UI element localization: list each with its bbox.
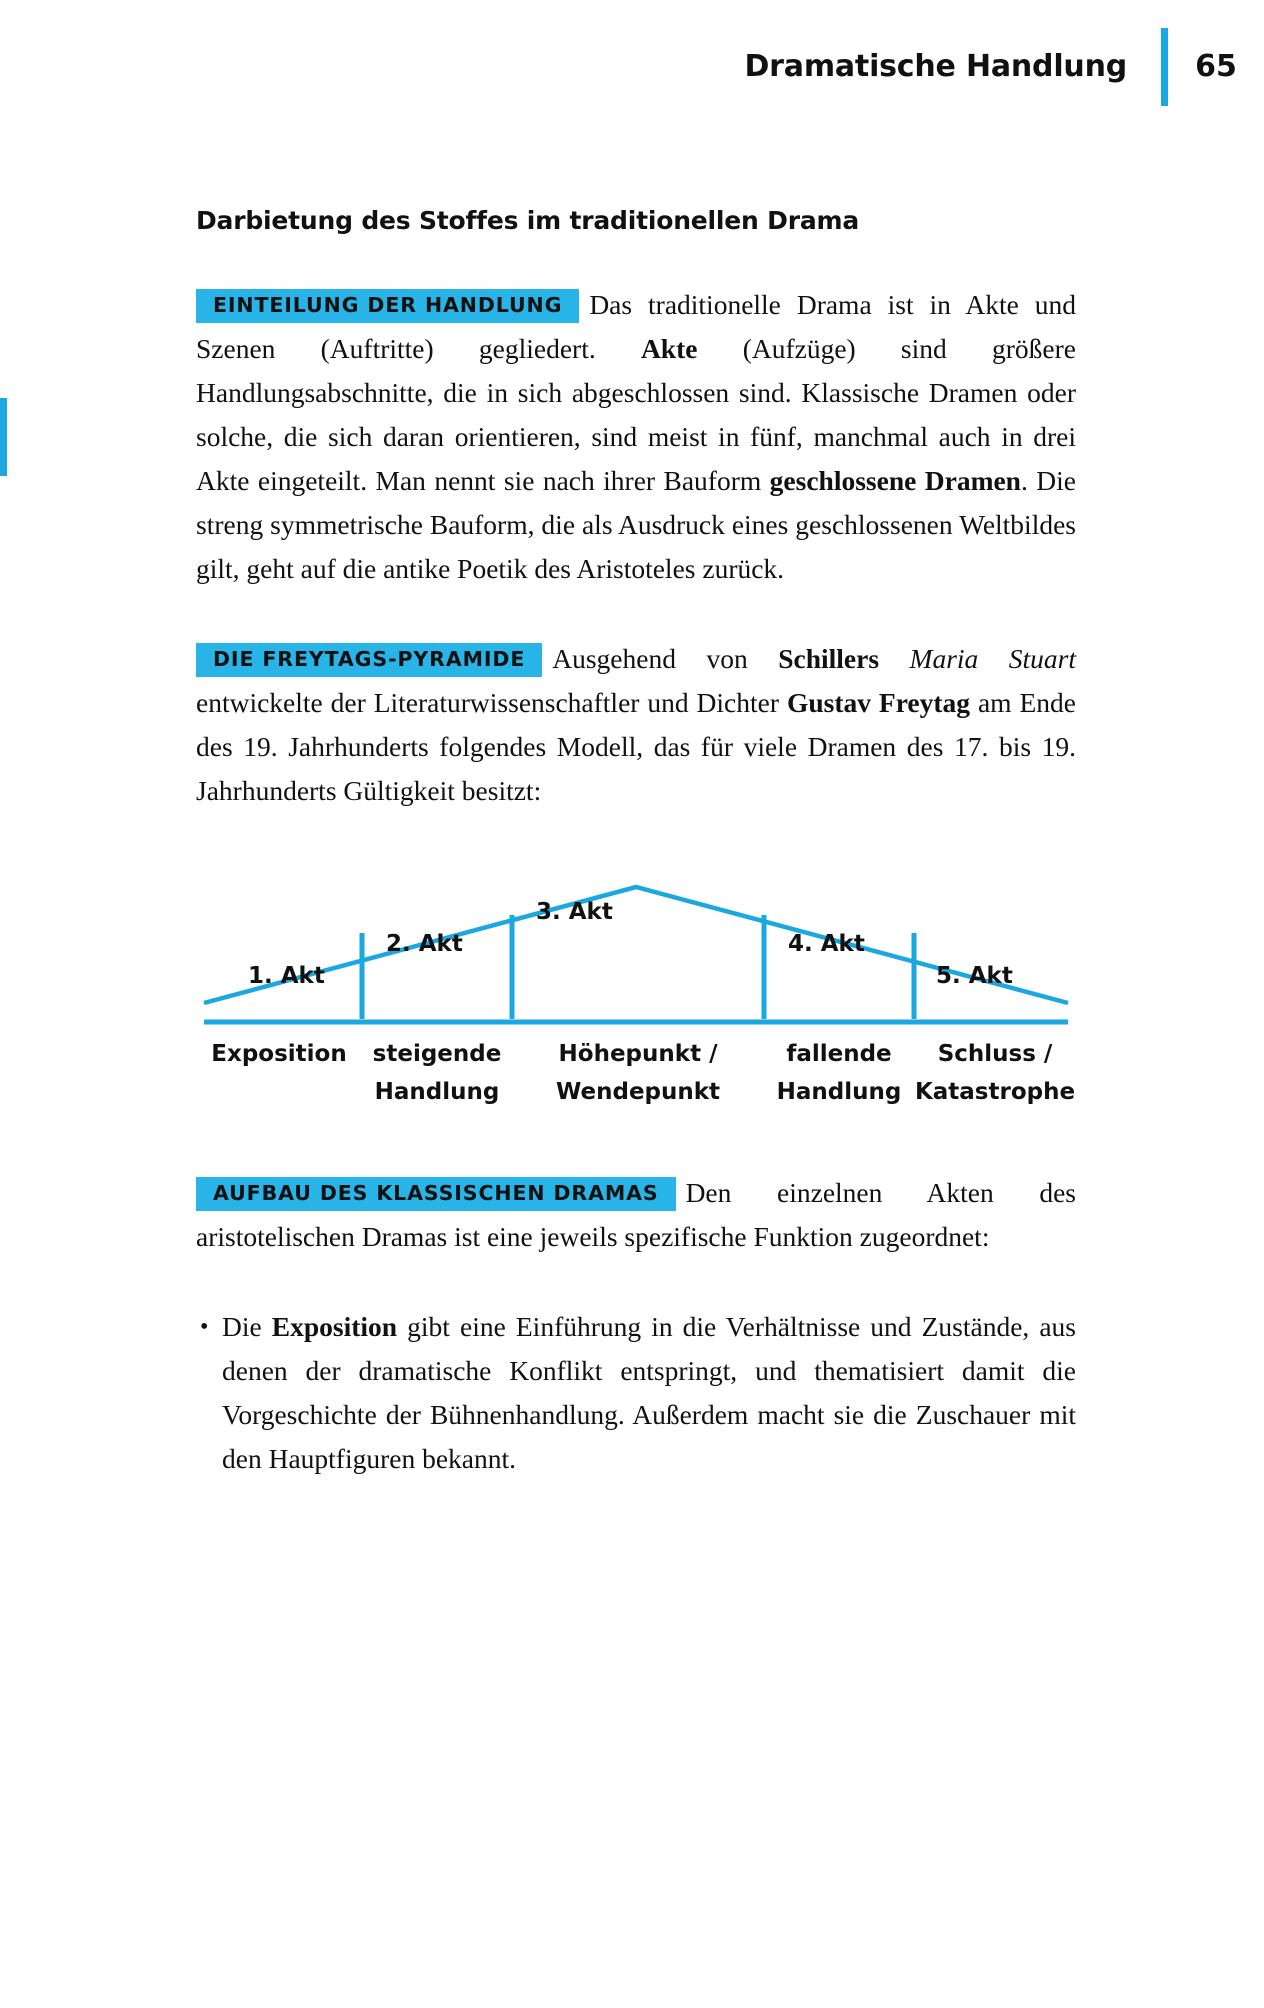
bold-geschlossene-dramen: geschlossene Dramen bbox=[769, 465, 1021, 496]
italic-maria-stuart: Maria Stuart bbox=[909, 643, 1076, 674]
bold-schillers: Schillers bbox=[778, 643, 880, 674]
paragraph-text-part: . Die streng symmetrische Bauform, die als Ausdruck eines geschlossenen Weltbildes gilt, geht auf die antike Poetik des Aristoteles zurück. bbox=[196, 465, 1076, 584]
header-divider-rule bbox=[1161, 28, 1168, 106]
phase-label-3 bbox=[512, 1035, 764, 1111]
phase-line: Exposition bbox=[211, 1041, 347, 1067]
page-number: 65 bbox=[1195, 49, 1237, 84]
keyword-tag-aufbau-des-klassischen-dramas: AUFBAU DES KLASSISCHEN DRAMAS bbox=[196, 1177, 676, 1211]
phase-line: Höhepunkt / bbox=[558, 1041, 718, 1067]
bold-gustav-freytag: Gustav Freytag bbox=[786, 687, 971, 718]
paragraph-aufbau-des-klassischen-dramas bbox=[196, 1171, 1076, 1259]
bold-akte: Akte bbox=[640, 333, 698, 364]
paragraph-text-part: Ausgehend von bbox=[552, 643, 779, 674]
phase-line: Handlung bbox=[374, 1079, 500, 1105]
margin-accent-bar bbox=[0, 398, 7, 476]
header-title: Dramatische Handlung bbox=[744, 49, 1127, 84]
act-label-1: 1. Akt bbox=[248, 963, 325, 989]
act-label-3: 3. Akt bbox=[536, 899, 613, 925]
keyword-tag-einteilung-der-handlung: EINTEILUNG DER HANDLUNG bbox=[196, 289, 579, 323]
bullet-list bbox=[196, 1305, 1076, 1481]
keyword-tag-die-freytags-pyramide: DIE FREYTAGS-PYRAMIDE bbox=[196, 643, 542, 677]
paragraph-einteilung-der-handlung bbox=[196, 283, 1076, 591]
list-item bbox=[196, 1305, 1076, 1481]
paragraph-text-part: Das traditionelle Drama ist in Akte und Szenen (Auftritte) gegliedert. bbox=[196, 289, 1076, 364]
phase-line: steigende bbox=[372, 1041, 502, 1067]
bullet-dot-icon: • bbox=[200, 1314, 209, 1340]
paragraph-text-part: entwickelte der Literaturwissenschaftler und Dichter bbox=[196, 687, 787, 718]
running-header bbox=[0, 28, 1264, 106]
list-item-text-part: gibt eine Einführung in die Verhältnisse und Zustände, aus denen der dramatische Konflikt entspringt, und thematisiert damit die Vorgeschichte der Bühnenhandlung. Außerdem macht sie die Zuschauer mit den Hauptfiguren bekannt. bbox=[222, 1311, 1076, 1474]
paragraph-die-freytags-pyramide bbox=[196, 637, 1076, 813]
phase-label-1 bbox=[196, 1035, 362, 1111]
phase-line: Katastrophe bbox=[914, 1079, 1076, 1105]
phase-label-2 bbox=[362, 1035, 512, 1111]
paragraph-text-part bbox=[879, 643, 909, 674]
paragraph-text-part: Den einzelnen Akten des aristotelischen Dramas ist eine jeweils spezifische Funktion zugeordnet: bbox=[196, 1177, 1076, 1252]
content-column bbox=[196, 206, 1076, 1509]
freytag-pyramid-diagram bbox=[196, 859, 1076, 1127]
act-label-2: 2. Akt bbox=[386, 931, 463, 957]
phase-label-4 bbox=[764, 1035, 914, 1111]
phase-line: Handlung bbox=[776, 1079, 902, 1105]
act-label-4: 4. Akt bbox=[788, 931, 865, 957]
phase-line: fallende bbox=[786, 1041, 892, 1067]
section-heading: Darbietung des Stoffes im traditionellen Drama bbox=[196, 206, 860, 235]
diagram-phase-row bbox=[196, 1035, 1076, 1111]
bold-exposition: Exposition bbox=[271, 1311, 398, 1342]
list-item-text-part: Die bbox=[222, 1311, 272, 1342]
phase-label-5 bbox=[914, 1035, 1076, 1111]
act-label-5: 5. Akt bbox=[936, 963, 1013, 989]
phase-line: Schluss / bbox=[937, 1041, 1053, 1067]
paragraph-text-part: (Aufzüge) sind größere Handlungsabschnitte, die in sich abgeschlossen sind. Klassische Dramen oder solche, die sich daran orientieren, sind meist in fünf, manchmal auch in drei Akte eingeteilt. Man nennt sie nach ihrer Bauform bbox=[196, 333, 1076, 496]
phase-line: Wendepunkt bbox=[555, 1079, 721, 1105]
paragraph-text-part: am Ende des 19. Jahrhunderts folgendes Modell, das für viele Dramen des 17. bis 19. Jahrhunderts Gültigkeit besitzt: bbox=[196, 687, 1076, 806]
